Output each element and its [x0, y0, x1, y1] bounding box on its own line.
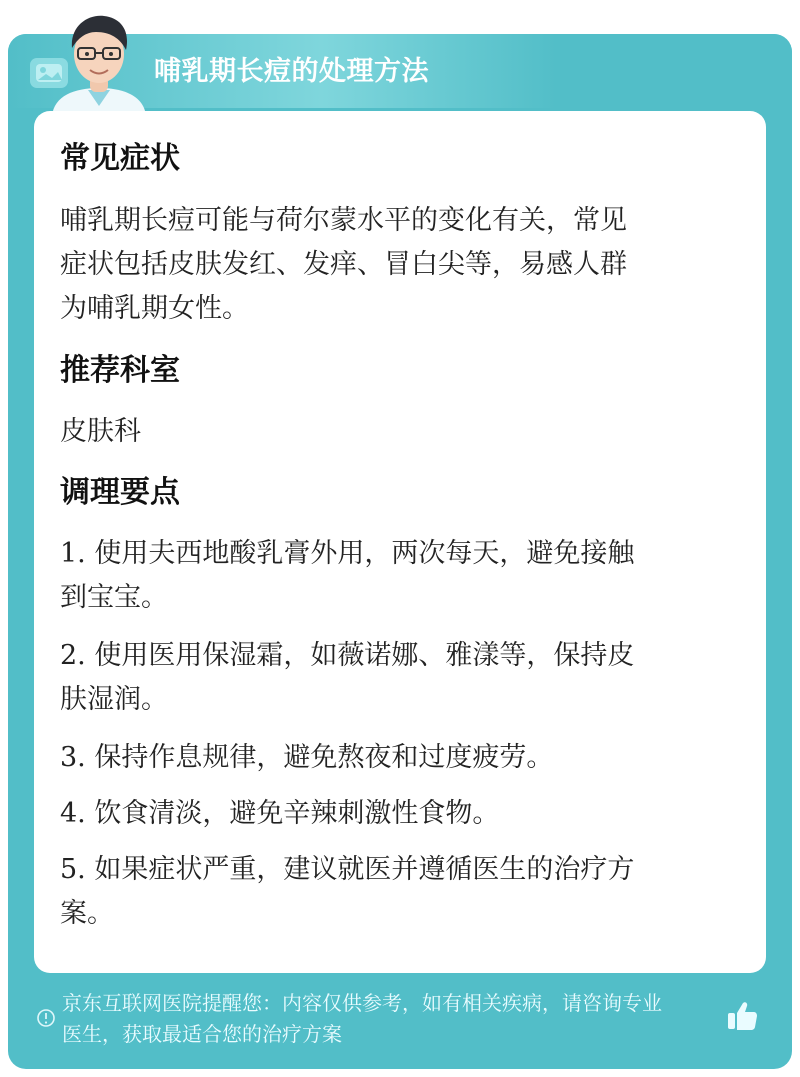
care-item-5-line-1: 如果症状严重，建议就医并遵循医生的治疗方 — [94, 854, 635, 885]
care-item-5 — [60, 848, 730, 936]
section-title-care: 调理要点 — [60, 475, 180, 510]
symptoms-text — [60, 199, 730, 331]
disclaimer-footer — [36, 988, 776, 1058]
symptoms-line-1: 哺乳期长痘可能与荷尔蒙水平的变化有关，常见 — [60, 205, 627, 236]
care-item-3 — [60, 736, 730, 780]
section-title-symptoms: 常见症状 — [60, 141, 180, 176]
thumbs-up-icon[interactable] — [724, 998, 760, 1034]
care-item-3-line-1: 保持作息规律，避免熬夜和过度疲劳。 — [94, 742, 554, 773]
care-item-1-line-2: 到宝宝。 — [60, 582, 168, 613]
symptoms-line-3: 为哺乳期女性。 — [60, 293, 249, 324]
content-card — [34, 111, 766, 973]
care-item-5-number: 5. — [60, 854, 86, 885]
disclaimer-line-2: 医生，获取最适合您的治疗方案 — [62, 1022, 342, 1046]
care-item-1-line-1: 使用夫西地酸乳膏外用，两次每天，避免接触 — [94, 538, 635, 569]
care-item-1-number: 1. — [60, 538, 86, 569]
care-item-2-line-2: 肤湿润。 — [60, 684, 168, 715]
page-title: 哺乳期长痘的处理方法 — [154, 56, 429, 87]
info-icon — [36, 1008, 56, 1028]
care-item-4-line-1: 饮食清淡，避免辛辣刺激性食物。 — [94, 798, 500, 829]
care-item-4-number: 4. — [60, 798, 86, 829]
care-item-4 — [60, 792, 730, 836]
care-item-3-number: 3. — [60, 742, 86, 773]
section-title-department: 推荐科室 — [60, 353, 180, 388]
symptoms-line-2: 症状包括皮肤发红、发痒、冒白尖等，易感人群 — [60, 249, 627, 280]
disclaimer-text — [62, 988, 728, 1050]
care-item-2-number: 2. — [60, 640, 86, 671]
department-text: 皮肤科 — [60, 416, 141, 447]
care-item-1 — [60, 532, 730, 620]
care-item-5-line-2: 案。 — [60, 898, 114, 929]
doctor-avatar — [44, 10, 154, 116]
care-item-2 — [60, 634, 730, 722]
disclaimer-line-1: 京东互联网医院提醒您：内容仅供参考，如有相关疾病，请咨询专业 — [62, 991, 662, 1015]
care-item-2-line-1: 使用医用保湿霜，如薇诺娜、雅漾等，保持皮 — [94, 640, 635, 671]
